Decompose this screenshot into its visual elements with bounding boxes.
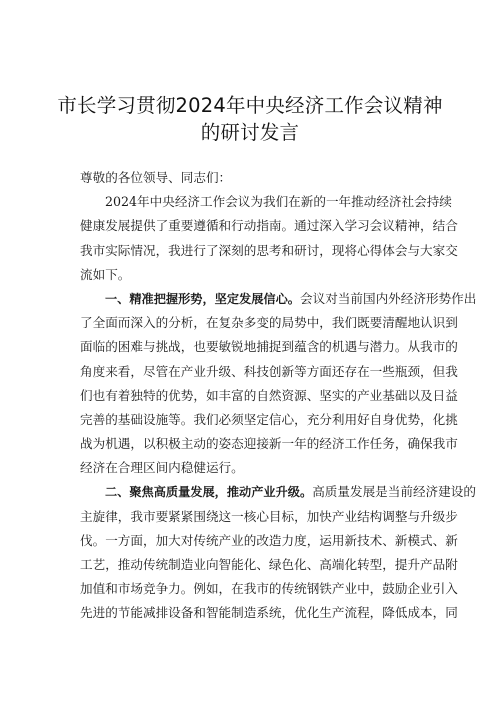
document-title-line-1: 市长学习贯彻2024年中央经济工作会议精神 <box>57 94 443 117</box>
intro-line: 2024年中央经济工作会议为我们在新的一年推动经济社会持续 <box>105 194 452 210</box>
section-1-first-line <box>80 287 477 311</box>
section-2-first-line <box>80 480 476 504</box>
salutation: 尊敬的各位领导、同志们： <box>80 170 232 185</box>
section-2-line: 先进的节能减排设备和智能制造系统，优化生产流程，降低成本，同 <box>80 605 458 621</box>
section-1-first-text: 会议对当前国内外经济形势作出 <box>300 290 477 306</box>
document-title-line-2: 的研讨发言 <box>200 121 300 144</box>
section-1-line: 完善的基础设施等。我们必须坚定信心，充分利用好自身优势，化挑 <box>80 411 458 427</box>
section-1-line: 角度来看，尽管在产业升级、科技创新等方面还存在一些瓶颈，但我 <box>80 363 458 379</box>
section-2-line: 加值和市场竞争力。例如，在我市的传统钢铁产业中，鼓励企业引入 <box>80 581 458 597</box>
intro-line: 流如下。 <box>80 266 131 282</box>
section-2-line: 伐。一方面，加大对传统产业的改造力度，运用新技术、新模式、新 <box>80 532 458 548</box>
section-2-heading: 二、聚焦高质量发展，推动产业升级。 <box>105 485 313 500</box>
section-1-line: 经济在合理区间内稳健运行。 <box>80 460 244 476</box>
section-1-line: 了全面而深入的分析，在复杂多变的局势中，我们既要清醒地认识到 <box>80 315 458 331</box>
section-1-line: 面临的困难与挑战，也要敏锐地捕捉到蕴含的机遇与潜力。从我市的 <box>80 339 458 355</box>
section-1-heading: 一、精准把握形势，坚定发展信心。 <box>105 291 300 306</box>
intro-line: 健康发展提供了重要遵循和行动指南。通过深入学习会议精神，结合 <box>80 218 458 234</box>
document-body <box>80 166 477 626</box>
intro-line: 我市实际情况，我进行了深刻的思考和研讨，现将心得体会与大家交 <box>80 242 458 258</box>
section-2-first-text: 高质量发展是当前经济建设的 <box>312 484 476 500</box>
section-1-line: 战为机遇，以积极主动的姿态迎接新一年的经济工作任务，确保我市 <box>80 436 458 452</box>
section-2-line: 主旋律，我市要紧紧围绕这一核心目标，加快产业结构调整与升级步 <box>80 508 458 524</box>
section-1-line: 们也有着独特的优势，如丰富的自然资源、坚实的产业基础以及日益 <box>80 387 458 403</box>
section-2-line: 工艺，推动传统制造业向智能化、绿色化、高端化转型，提升产品附 <box>80 557 458 572</box>
